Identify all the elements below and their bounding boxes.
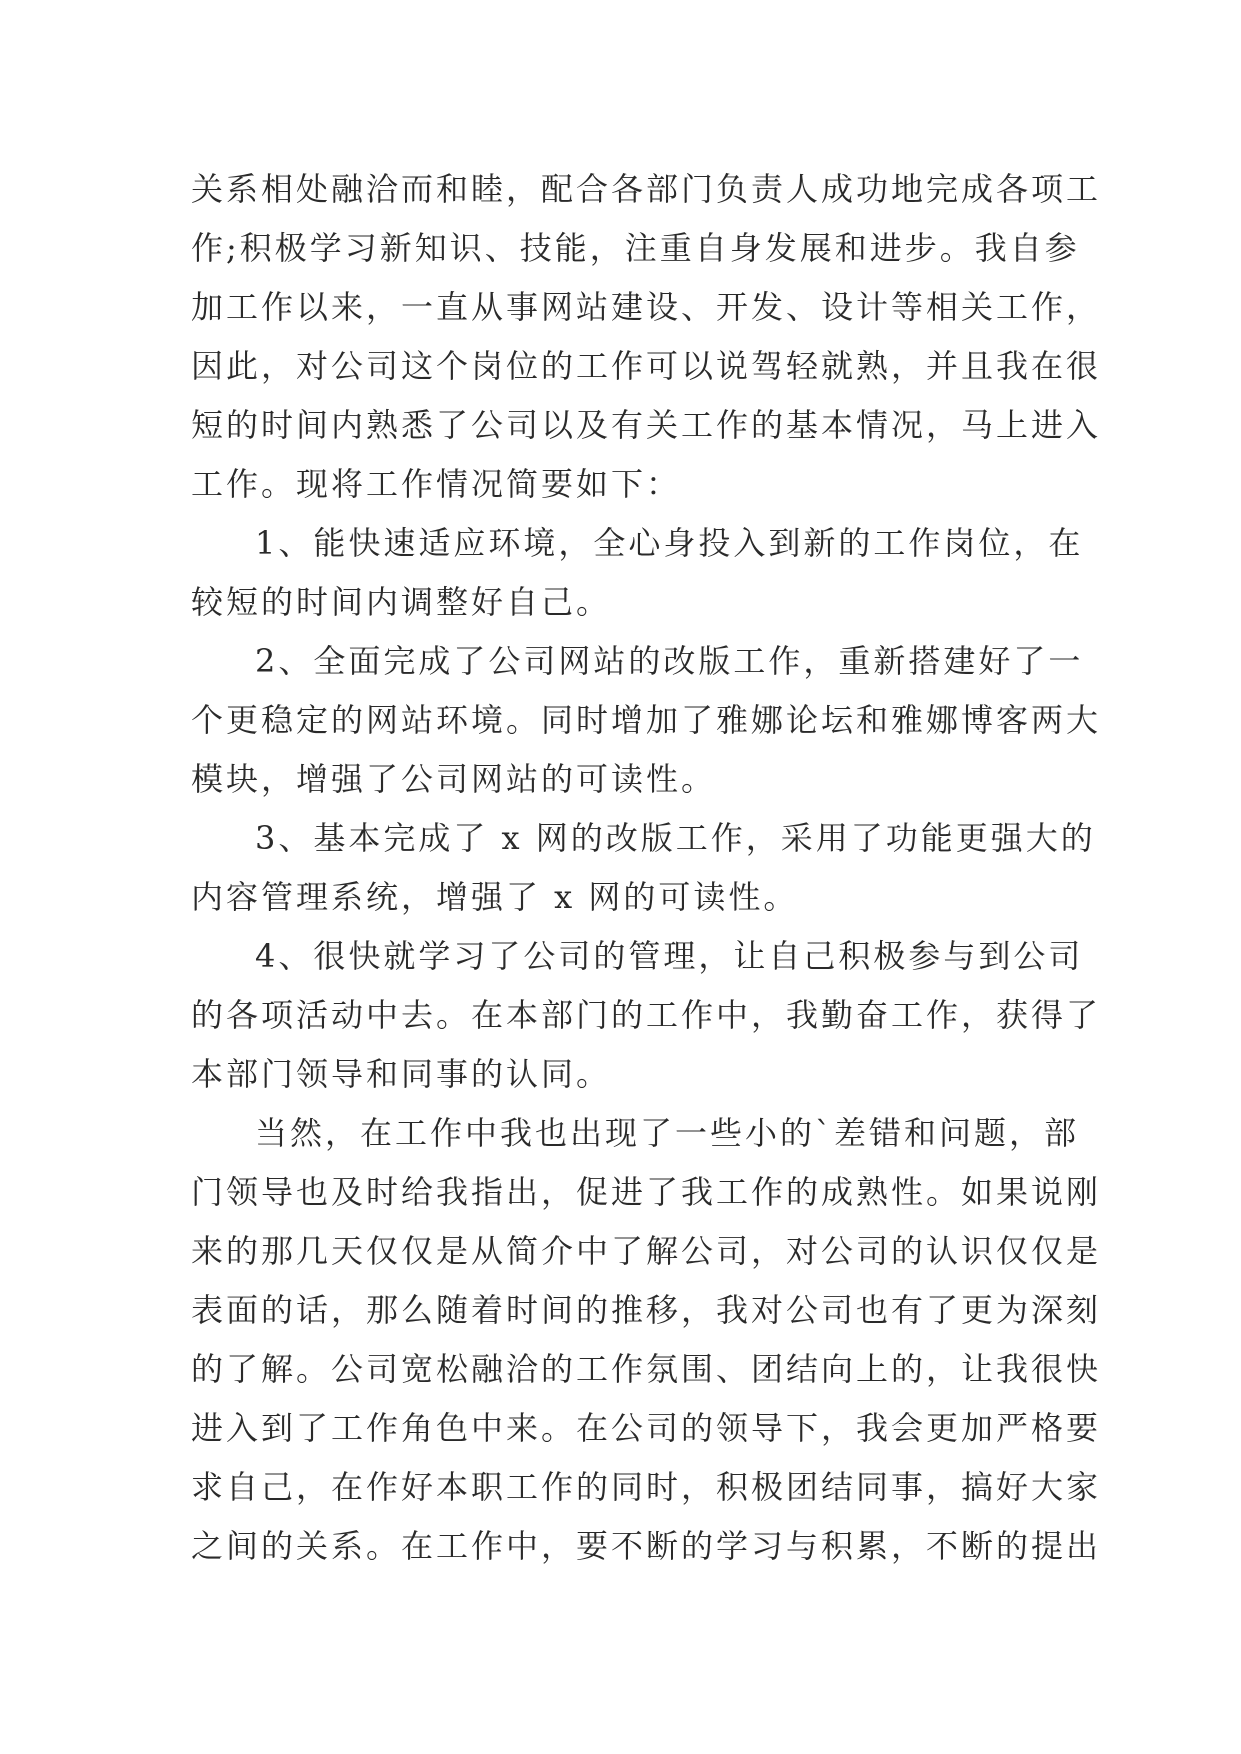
text-line: 2、全面完成了公司网站的改版工作，重新搭建好了一 (255, 642, 1084, 680)
text-line: 加工作以来，一直从事网站建设、开发、设计等相关工作， (191, 288, 1102, 326)
text-line: 之间的关系。在工作中，要不断的学习与积累，不断的提出 (191, 1527, 1102, 1565)
text-line: 3、基本完成了 x 网的改版工作，采用了功能更强大的 (255, 819, 1096, 857)
text-line: 个更稳定的网站环境。同时增加了雅娜论坛和雅娜博客两大 (191, 701, 1102, 739)
text-line: 模块，增强了公司网站的可读性。 (191, 760, 717, 798)
text-line: 来的那几天仅仅是从简介中了解公司，对公司的认识仅仅是 (191, 1232, 1102, 1270)
text-line: 作;积极学习新知识、技能，注重自身发展和进步。我自参 (191, 229, 1080, 267)
text-line: 当然，在工作中我也出现了一些小的`差错和问题，部 (255, 1114, 1080, 1152)
text-line: 较短的时间内调整好自己。 (191, 583, 612, 621)
text-line: 本部门领导和同事的认同。 (191, 1055, 612, 1093)
text-line: 4、很快就学习了公司的管理，让自己积极参与到公司 (255, 937, 1084, 975)
text-line: 短的时间内熟悉了公司以及有关工作的基本情况，马上进入 (191, 406, 1102, 444)
text-line: 的了解。公司宽松融洽的工作氛围、团结向上的，让我很快 (191, 1350, 1102, 1388)
text-line: 进入到了工作角色中来。在公司的领导下，我会更加严格要 (191, 1409, 1102, 1447)
text-line: 关系相处融洽而和睦，配合各部门负责人成功地完成各项工 (191, 170, 1102, 208)
text-line: 表面的话，那么随着时间的推移，我对公司也有了更为深刻 (191, 1291, 1102, 1329)
document-body (191, 160, 1102, 1576)
text-line: 内容管理系统，增强了 x 网的可读性。 (191, 878, 799, 916)
text-line: 工作。现将工作情况简要如下： (191, 465, 682, 503)
text-line: 1、能快速适应环境，全心身投入到新的工作岗位，在 (255, 524, 1084, 562)
text-line: 求自己，在作好本职工作的同时，积极团结同事，搞好大家 (191, 1468, 1102, 1506)
text-line: 的各项活动中去。在本部门的工作中，我勤奋工作，获得了 (191, 996, 1102, 1034)
text-line: 门领导也及时给我指出，促进了我工作的成熟性。如果说刚 (191, 1173, 1102, 1211)
text-line: 因此，对公司这个岗位的工作可以说驾轻就熟，并且我在很 (191, 347, 1102, 385)
